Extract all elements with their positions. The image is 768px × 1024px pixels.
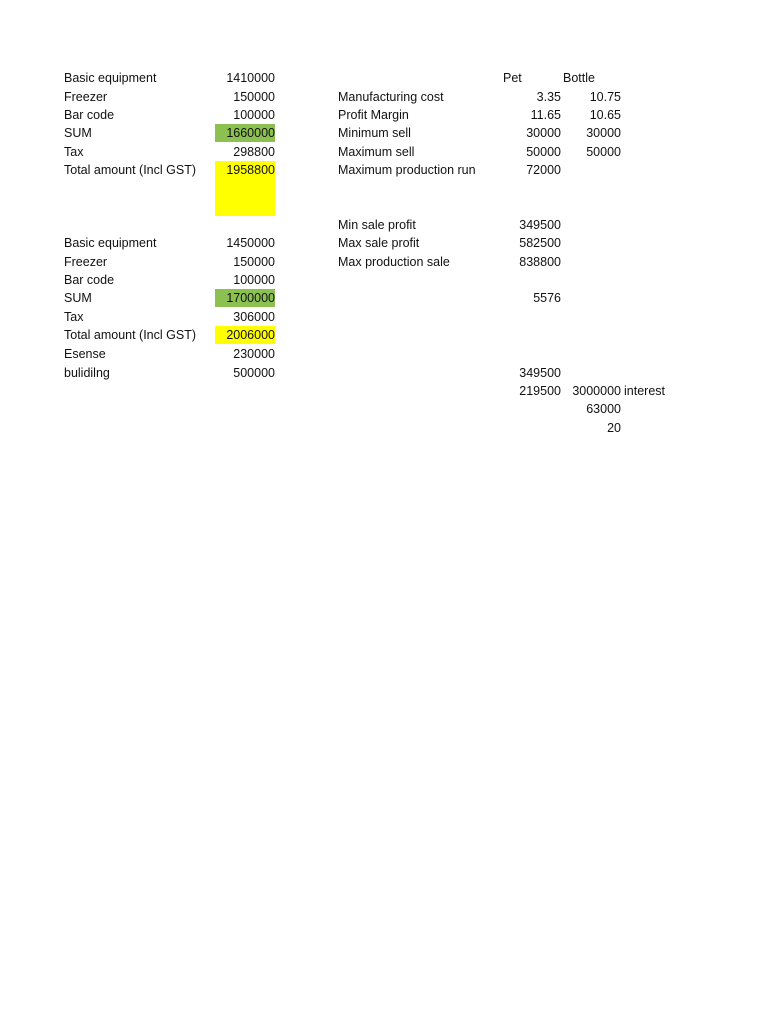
row-value[interactable]: 230000 [233, 347, 275, 361]
misc-value[interactable]: 5576 [533, 291, 561, 305]
row-label[interactable]: Total amount (Incl GST) [64, 328, 196, 342]
pet-value[interactable]: 72000 [526, 163, 561, 177]
sum-value-highlighted[interactable]: 1700000 [215, 289, 275, 307]
row-value[interactable]: 306000 [233, 310, 275, 324]
row-value[interactable]: 298800 [233, 145, 275, 159]
row-value[interactable]: 150000 [233, 90, 275, 104]
bottle-value[interactable]: 30000 [586, 126, 621, 140]
row-label[interactable]: Maximum sell [338, 145, 415, 159]
misc-value[interactable]: 3000000 [572, 384, 621, 398]
row-label[interactable]: Basic equipment [64, 71, 157, 85]
interest-label[interactable]: interest [624, 384, 665, 398]
row-label[interactable]: Max sale profit [338, 236, 420, 250]
row-label[interactable]: bulidilng [64, 366, 110, 380]
pet-value[interactable]: 3.35 [536, 90, 561, 104]
row-value[interactable]: 1450000 [226, 236, 275, 250]
pet-value[interactable]: 30000 [526, 126, 561, 140]
misc-value[interactable]: 20 [607, 421, 621, 435]
row-value[interactable]: 349500 [519, 218, 561, 232]
row-value[interactable]: 100000 [233, 273, 275, 287]
misc-value[interactable]: 63000 [586, 402, 621, 416]
row-value[interactable]: 500000 [233, 366, 275, 380]
row-label[interactable]: Manufacturing cost [338, 90, 444, 104]
row-label[interactable]: SUM [64, 291, 92, 305]
row-label[interactable]: Maximum production run [338, 163, 476, 177]
bottle-value[interactable]: 10.75 [589, 90, 621, 104]
row-label[interactable]: Max production sale [338, 255, 450, 269]
bottle-value[interactable]: 50000 [586, 145, 621, 159]
row-label[interactable]: Esense [64, 347, 106, 361]
row-label[interactable]: Freezer [64, 255, 108, 269]
row-label[interactable]: Tax [64, 310, 84, 324]
row-label[interactable]: Bar code [64, 273, 115, 287]
row-value[interactable]: 838800 [519, 255, 561, 269]
misc-value[interactable]: 349500 [519, 366, 561, 380]
row-value[interactable]: 1410000 [226, 71, 275, 85]
row-value[interactable]: 100000 [233, 108, 275, 122]
row-label[interactable]: Basic equipment [64, 236, 157, 250]
sum-value-highlighted[interactable]: 1660000 [215, 124, 275, 142]
total-value-highlighted[interactable]: 2006000 [215, 326, 275, 344]
row-label[interactable]: Tax [64, 145, 84, 159]
row-label[interactable]: Minimum sell [338, 126, 411, 140]
row-label[interactable]: Min sale profit [338, 218, 416, 232]
row-value[interactable]: 150000 [233, 255, 275, 269]
row-label[interactable]: SUM [64, 126, 92, 140]
misc-value[interactable]: 219500 [519, 384, 561, 398]
bottle-value[interactable]: 10.65 [589, 108, 621, 122]
header-pet[interactable]: Pet [503, 71, 522, 85]
row-label[interactable]: Freezer [64, 90, 108, 104]
row-label[interactable]: Bar code [64, 108, 115, 122]
total-value-highlighted[interactable]: 1958800 [226, 163, 275, 177]
pet-value[interactable]: 11.65 [530, 108, 561, 122]
pet-value[interactable]: 50000 [526, 145, 561, 159]
row-label[interactable]: Total amount (Incl GST) [64, 163, 196, 177]
row-value[interactable]: 582500 [519, 236, 561, 250]
row-label[interactable]: Profit Margin [338, 108, 409, 122]
header-bottle[interactable]: Bottle [563, 71, 595, 85]
